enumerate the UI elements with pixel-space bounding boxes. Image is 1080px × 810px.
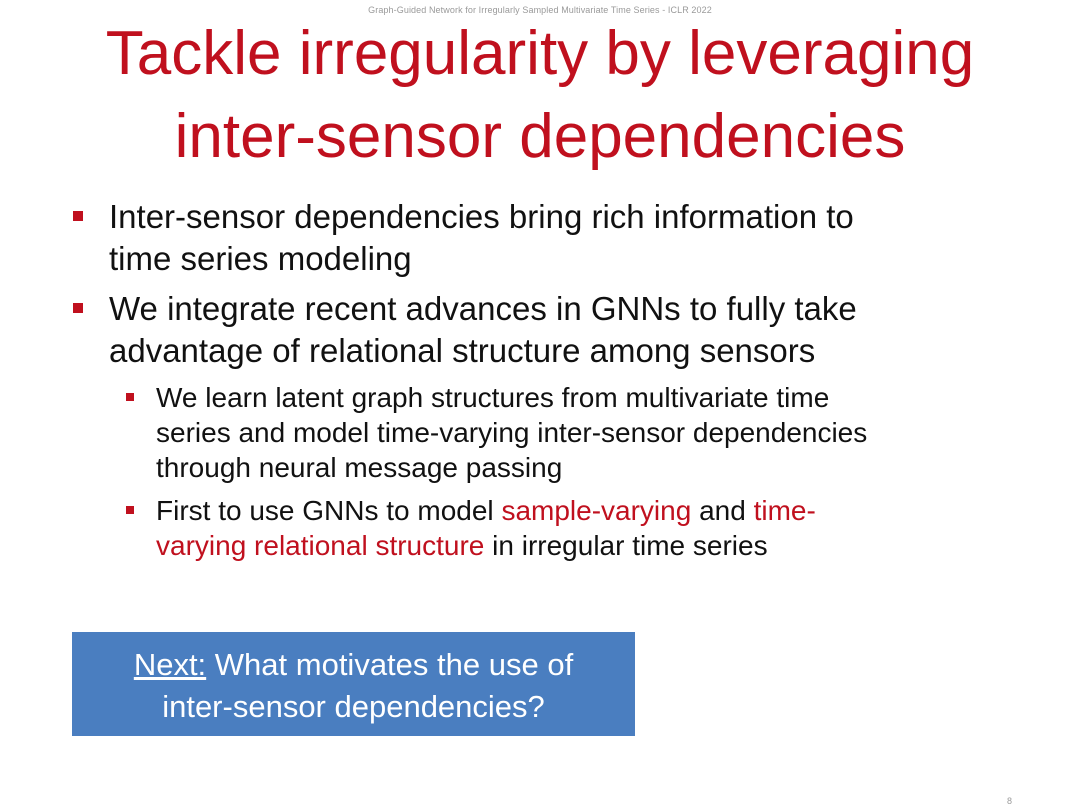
sub-bullet-text-line-3: through neural message passing bbox=[156, 452, 563, 483]
sub-bullet-first-to-use-gnns bbox=[117, 493, 1030, 563]
square-bullet-icon bbox=[73, 303, 83, 313]
bullet-gnn-integration bbox=[70, 288, 1030, 372]
square-bullet-icon bbox=[126, 393, 134, 401]
page-number: 8 bbox=[1006, 796, 1012, 806]
bullet-list bbox=[70, 196, 1030, 571]
next-label: Next: bbox=[133, 647, 207, 682]
text-run: First to use GNNs to model bbox=[156, 495, 502, 526]
highlight-time-varying-part-2: varying relational structure bbox=[156, 530, 485, 561]
sub-bullet-text-line-2 bbox=[156, 528, 1030, 563]
next-callout-line-2: inter-sensor dependencies? bbox=[162, 689, 545, 724]
highlight-time-varying-part-1: time- bbox=[753, 495, 816, 526]
bullet-text-line-2: time series modeling bbox=[109, 240, 412, 277]
sub-bullet-latent-graph bbox=[117, 380, 1030, 485]
slide-header: Graph-Guided Network for Irregularly Sampled Multivariate Time Series - ICLR 2022 bbox=[368, 5, 712, 15]
square-bullet-icon bbox=[126, 506, 134, 514]
slide-title-line-1: Tackle irregularity by leveraging bbox=[105, 19, 975, 88]
next-callout-text: What motivates the use of bbox=[206, 647, 574, 682]
sub-bullet-text-line-2: series and model time-varying inter-sensor dependencies bbox=[156, 417, 868, 448]
next-callout-box bbox=[72, 632, 635, 736]
slide-title bbox=[40, 12, 1040, 178]
sub-bullet-text-line-1: We learn latent graph structures from multivariate time bbox=[156, 382, 830, 413]
highlight-sample-varying: sample-varying bbox=[501, 495, 692, 526]
bullet-inter-sensor-dependencies bbox=[70, 196, 1030, 280]
bullet-text-line-2: advantage of relational structure among sensors bbox=[109, 332, 816, 369]
text-run: and bbox=[691, 495, 754, 526]
square-bullet-icon bbox=[73, 211, 83, 221]
text-run: in irregular time series bbox=[484, 530, 768, 561]
slide-title-line-2: inter-sensor dependencies bbox=[174, 102, 906, 171]
sub-bullet-text-line-1 bbox=[156, 493, 1030, 528]
bullet-text-line-1: Inter-sensor dependencies bring rich information to bbox=[109, 198, 854, 235]
bullet-text-line-1: We integrate recent advances in GNNs to fully take bbox=[109, 290, 857, 327]
next-callout-line-1 bbox=[72, 644, 635, 686]
